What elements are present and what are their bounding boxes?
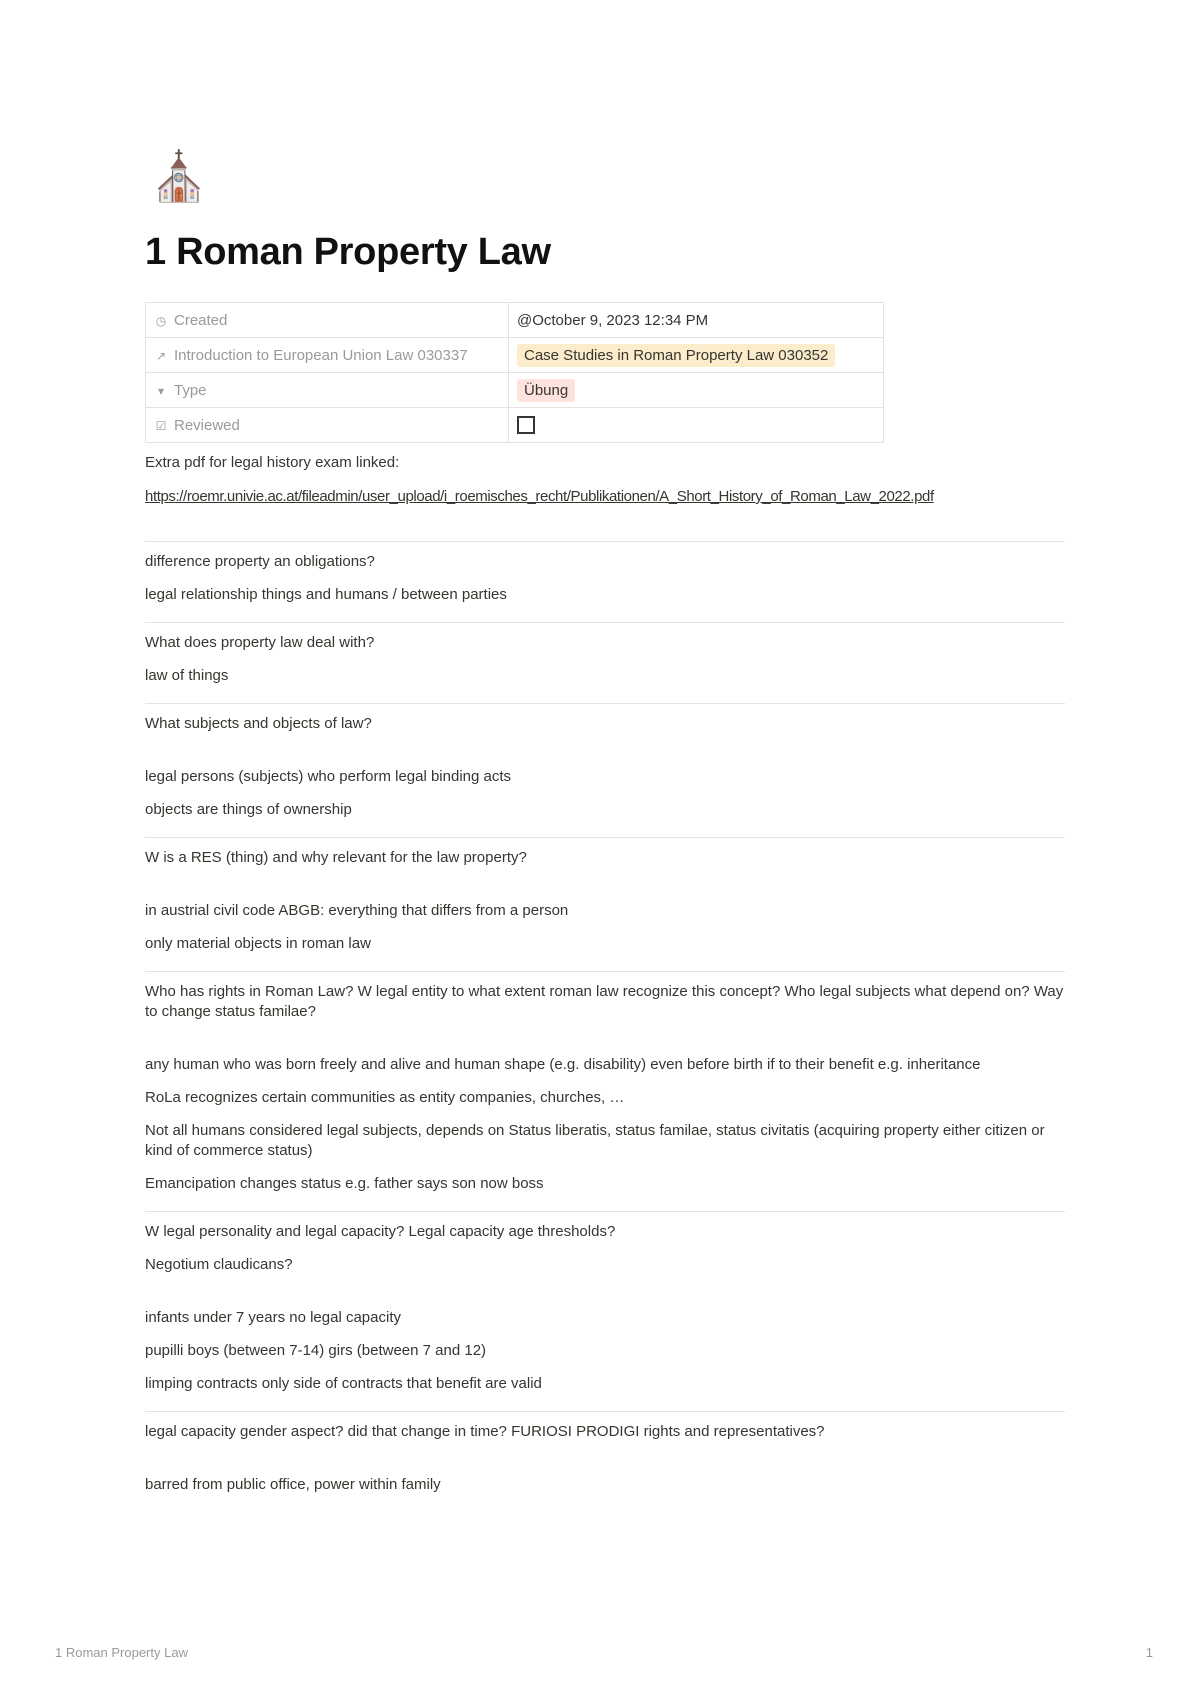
relation-icon: ↗ [155,348,167,363]
church-icon: ⛪ [149,151,209,204]
property-key: ☑ Reviewed [146,408,509,443]
footer-title: 1 Roman Property Law [55,1645,188,1660]
property-key: ◷ Created [146,303,509,338]
question-text: What subjects and objects of law? [145,715,372,732]
property-value-reviewed [509,408,884,443]
property-key: ↗ Introduction to European Union Law 030337 [146,338,509,373]
answer-text: legal relationship things and humans / between parties [145,586,507,603]
intro-text: Extra pdf for legal history exam linked: [145,454,400,471]
property-key: ▾ Type [146,373,509,408]
question-text: Who has rights in Roman Law? W legal entity to what extent roman law recognize this concept? Who legal subjects what depend on? Way to change status familae? [145,983,1064,1020]
page-content [145,150,1065,1512]
type-tag[interactable]: Übung [517,379,575,402]
answer-text: Emancipation changes status e.g. father says son now boss [145,1175,544,1192]
reviewed-checkbox[interactable] [517,416,535,434]
property-value-relation [509,338,884,373]
qa-block [145,541,1065,622]
answer-text: Not all humans considered legal subjects, depends on Status liberatis, status familae, status civitatis (acquiring property either citizen or kind of commerce status) [145,1122,1045,1159]
qa-block [145,703,1065,837]
clock-icon: ◷ [155,313,167,328]
footer-page-number: 1 [1145,1645,1153,1660]
answer-text: RoLa recognizes certain communities as entity companies, churches, … [145,1089,625,1106]
answer-text: infants under 7 years no legal capacity [145,1309,401,1326]
answer-text: pupilli boys (between 7-14) girs (between 7 and 12) [145,1342,487,1359]
question-text: W is a RES (thing) and why relevant for the law property? [145,849,527,866]
question-text: W legal personality and legal capacity? Legal capacity age thresholds? [145,1223,616,1240]
property-value-type [509,373,884,408]
properties-table [145,302,884,443]
select-icon: ▾ [157,383,165,398]
spacer [145,1288,1065,1308]
question-text: difference property an obligations? [145,553,375,570]
checkbox-icon: ☑ [155,418,167,433]
pdf-link[interactable]: https://roemr.univie.ac.at/fileadmin/user_upload/i_roemisches_recht/Publikationen/A_Short_History_of_Roman_Law_2022.pdf [145,488,934,505]
page-title: 1 Roman Property Law [145,231,551,273]
answer-text: limping contracts only side of contracts that benefit are valid [145,1375,542,1392]
property-row-type [146,373,884,408]
property-value-created[interactable]: @October 9, 2023 12:34 PM [509,303,884,338]
qa-block [145,837,1065,971]
property-row-reviewed [146,408,884,443]
qa-block [145,1411,1065,1512]
relation-tag[interactable]: Case Studies in Roman Property Law 030352 [517,344,835,367]
answer-text: barred from public office, power within family [145,1476,441,1493]
spacer [145,1035,1065,1055]
property-row-created [146,303,884,338]
answer-text: objects are things of ownership [145,801,352,818]
answer-text: any human who was born freely and alive and human shape (e.g. disability) even before birth if to their benefit e.g. inheritance [145,1056,981,1073]
spacer [145,1455,1065,1475]
qa-block [145,971,1065,1211]
property-row-relation [146,338,884,373]
answer-text: only material objects in roman law [145,935,371,952]
answer-text: legal persons (subjects) who perform legal binding acts [145,768,512,785]
question-text: legal capacity gender aspect? did that change in time? FURIOSI PRODIGI rights and representatives? [145,1423,825,1440]
qa-block [145,1211,1065,1411]
question-text: Negotium claudicans? [145,1256,293,1273]
spacer [145,881,1065,901]
answer-text: law of things [145,667,229,684]
qa-list [145,541,1065,1512]
qa-block [145,622,1065,703]
answer-text: in austrial civil code ABGB: everything that differs from a person [145,902,569,919]
question-text: What does property law deal with? [145,634,375,651]
spacer [145,747,1065,767]
